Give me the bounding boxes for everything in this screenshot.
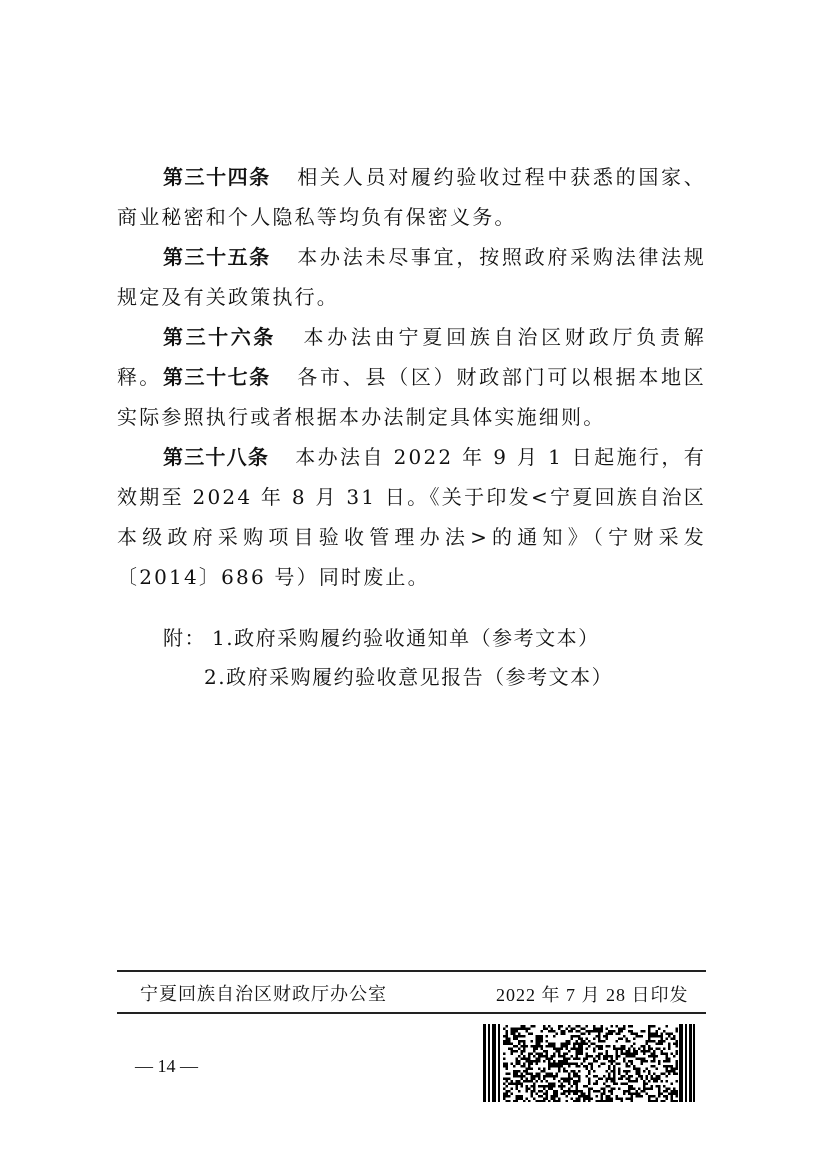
attachment-label: 附：: [163, 626, 206, 650]
barcode-icon: [483, 1024, 695, 1102]
article-number: 第三十六条: [163, 325, 276, 349]
article-38: [117, 437, 706, 597]
article-text: 本办法由宁夏回族自治区财政厅负责解释。: [117, 325, 707, 389]
article-34: [117, 157, 706, 237]
article-text: 本办法未尽事宜，按照政府采购法律法规规定及有关政策执行。: [117, 245, 706, 309]
issuer-name: 宁夏回族自治区财政厅办公室: [140, 984, 387, 1005]
print-date: 2022 年 7 月 28 日印发: [496, 985, 689, 1005]
article-text: 本办法自 2022 年 9 月 1 日起施行，有效期至 2024 年 8 月 31 日。《关于印发<宁夏回族自治区本级政府采购项目验收管理办法>的通知》（宁财采发〔2014〕686 号）同时废止。: [117, 445, 707, 589]
attachment-line-2: [204, 657, 613, 697]
article-37: [117, 357, 706, 437]
footer-bottom-rule: [117, 1012, 706, 1014]
article-number: 第三十七条: [163, 365, 271, 389]
article-text: 相关人员对履约验收过程中获悉的国家、商业秘密和个人隐私等均负有保密义务。: [117, 165, 706, 229]
article-number: 第三十五条: [163, 245, 271, 269]
page-number: — 14 —: [135, 1056, 198, 1076]
attachment-item: 1.政府采购履约验收通知单（参考文本）: [212, 626, 600, 650]
article-35: [117, 237, 706, 317]
attachment-line-1: [163, 618, 600, 658]
article-text: 各市、县（区）财政部门可以根据本地区实际参照执行或者根据本办法制定具体实施细则。: [117, 365, 706, 429]
article-number: 第三十四条: [163, 165, 271, 189]
attachment-item: 2.政府采购履约验收意见报告（参考文本）: [204, 665, 614, 689]
article-number: 第三十八条: [163, 445, 270, 469]
footer-top-rule: [117, 970, 706, 972]
